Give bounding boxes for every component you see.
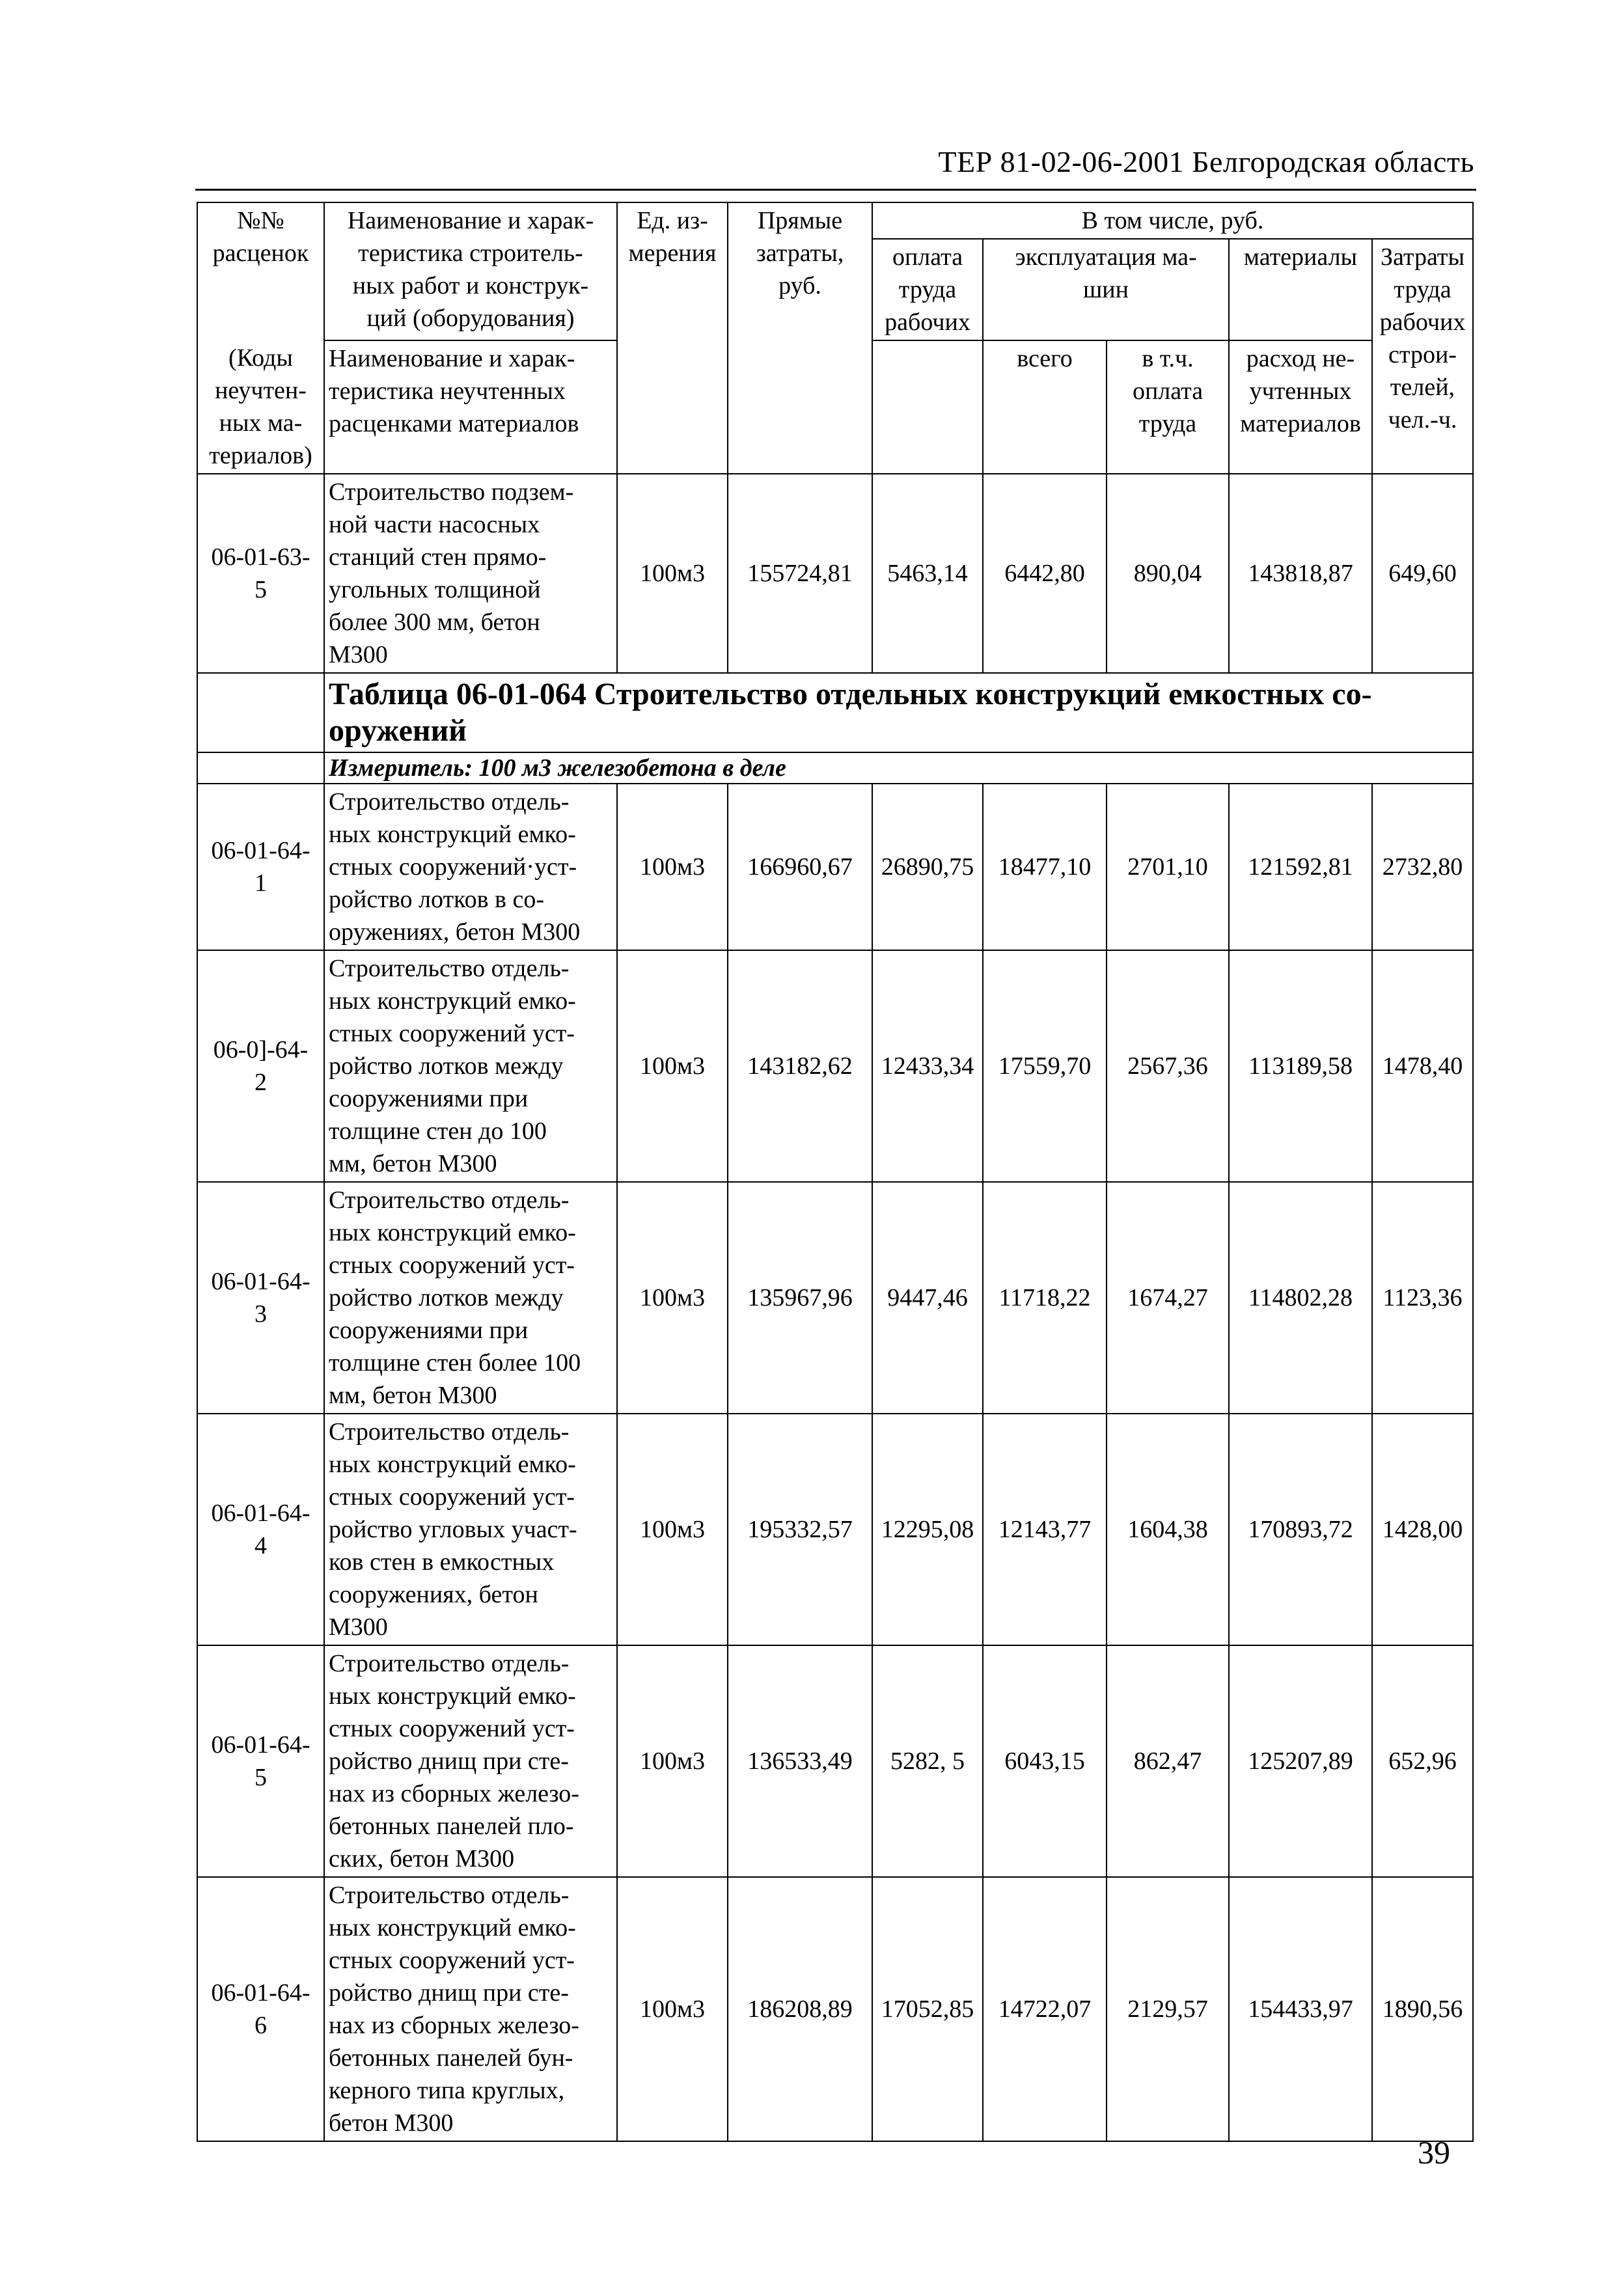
rate-labor-pay: 17052,85 bbox=[872, 1877, 983, 2141]
rate-labor-pay: 5282, 5 bbox=[872, 1645, 983, 1877]
col-header-name-text: Наименование и харак- теристика строитель- ных работ и конструк- ций (оборудования) bbox=[347, 207, 594, 332]
col-header-labor-pay-text: оплата труда рабочих bbox=[885, 243, 970, 336]
rate-labor-pay: 9447,46 bbox=[872, 1182, 983, 1414]
col-header-mat-unacc bbox=[1229, 340, 1372, 474]
rate-materials: 121592,81 bbox=[1229, 784, 1372, 950]
col-header-materials bbox=[1229, 239, 1372, 340]
rates-table bbox=[197, 202, 1474, 2142]
rate-code-text: 06-01-64- 4 bbox=[211, 1500, 310, 1559]
rate-name bbox=[324, 1645, 617, 1877]
col-header-labor bbox=[1372, 239, 1473, 474]
rate-direct: 136533,49 bbox=[728, 1645, 872, 1877]
rate-mach-pay: 890,04 bbox=[1107, 474, 1229, 673]
col-header-machines-text: эксплуатация ма- шин bbox=[1015, 243, 1197, 303]
col-header-labor-pay-cont bbox=[872, 340, 983, 474]
rate-labor: 1478,40 bbox=[1372, 950, 1473, 1182]
rate-labor-pay: 12295,08 bbox=[872, 1414, 983, 1645]
col-header-mach-total bbox=[983, 340, 1107, 474]
rate-labor: 1890,56 bbox=[1372, 1877, 1473, 2141]
rate-code bbox=[197, 474, 324, 673]
rate-code-text: 06-01-63- 5 bbox=[211, 543, 310, 603]
rate-direct: 135967,96 bbox=[728, 1182, 872, 1414]
rate-direct: 186208,89 bbox=[728, 1877, 872, 2141]
rate-direct: 143182,62 bbox=[728, 950, 872, 1182]
document-header: ТЕР 81-02-06-2001 Белгородская область bbox=[938, 145, 1474, 178]
rate-mach-pay: 1674,27 bbox=[1107, 1182, 1229, 1414]
rate-code-text: 06-01-64- 6 bbox=[211, 1979, 310, 2039]
table-row bbox=[197, 950, 1473, 1182]
page-number: 39 bbox=[1418, 2134, 1450, 2171]
rate-name bbox=[324, 474, 617, 673]
col-header-mach-total-text: всего bbox=[1017, 345, 1073, 372]
measure-spacer bbox=[197, 752, 324, 784]
col-header-name2 bbox=[324, 340, 617, 474]
col-header-direct bbox=[728, 202, 872, 474]
rate-materials: 170893,72 bbox=[1229, 1414, 1372, 1645]
rate-unit: 100м3 bbox=[617, 1645, 728, 1877]
rate-mach-total: 18477,10 bbox=[983, 784, 1107, 950]
rate-code-text: 06-01-64- 1 bbox=[211, 837, 310, 897]
rate-code-text: 06-01-64- 5 bbox=[211, 1731, 310, 1791]
rate-direct: 166960,67 bbox=[728, 784, 872, 950]
rate-labor: 1428,00 bbox=[1372, 1414, 1473, 1645]
rate-materials: 143818,87 bbox=[1229, 474, 1372, 673]
rate-name-text: Строительство отдель- ных конструкций емко- стных сооружений уст- ройство днищ при сте- нах из сборных железо- бетонных панелей бун- керного типа круглых, бетон М300 bbox=[329, 1882, 579, 2137]
rate-unit: 100м3 bbox=[617, 1182, 728, 1414]
col-header-mach-pay-text: в т.ч. оплата труда bbox=[1132, 345, 1204, 437]
rate-mach-total: 12143,77 bbox=[983, 1414, 1107, 1645]
rate-labor-pay: 5463,14 bbox=[872, 474, 983, 673]
col-header-mach-pay bbox=[1107, 340, 1229, 474]
rate-unit: 100м3 bbox=[617, 474, 728, 673]
col-header-direct-text: Прямые затраты, руб. bbox=[756, 207, 844, 299]
rate-name-text: Строительство отдель- ных конструкций емко- стных сооружений уст- ройство лотков между сооружениями при толщине стен более 100 мм, бетон М300 bbox=[329, 1186, 581, 1409]
rate-direct: 195332,57 bbox=[728, 1414, 872, 1645]
table-row bbox=[197, 1414, 1473, 1645]
rate-mach-total: 6043,15 bbox=[983, 1645, 1107, 1877]
rate-labor-pay: 26890,75 bbox=[872, 784, 983, 950]
rate-code bbox=[197, 1877, 324, 2141]
col-header-name2-text: Наименование и харак- теристика неучтенных расценками материалов bbox=[329, 345, 579, 437]
measure-label: Измеритель: 100 м3 железобетона в деле bbox=[324, 752, 1473, 784]
table-row bbox=[197, 1182, 1473, 1414]
col-header-name bbox=[324, 202, 617, 340]
rate-name bbox=[324, 784, 617, 950]
rate-direct: 155724,81 bbox=[728, 474, 872, 673]
rate-name-text: Строительство отдель- ных конструкций емко- стных сооружений уст- ройство днищ при сте- нах из сборных железо- бетонных панелей пло- ских, бетон М300 bbox=[329, 1650, 579, 1872]
rate-mach-total: 17559,70 bbox=[983, 950, 1107, 1182]
rate-code bbox=[197, 1645, 324, 1877]
col-header-num bbox=[197, 202, 324, 340]
col-header-labor-text: Затраты труда рабочих строи- телей, чел.-ч. bbox=[1379, 243, 1466, 433]
rate-name bbox=[324, 950, 617, 1182]
rate-mach-total: 14722,07 bbox=[983, 1877, 1107, 2141]
col-header-num-text: №№ расценок bbox=[212, 207, 309, 267]
rate-name bbox=[324, 1182, 617, 1414]
rate-name-text: Строительство отдель- ных конструкций емко- стных сооружений·уст- ройство лотков в со- оружениях, бетон М300 bbox=[329, 788, 581, 946]
rate-mach-pay: 862,47 bbox=[1107, 1645, 1229, 1877]
rate-unit: 100м3 bbox=[617, 1414, 728, 1645]
rate-materials: 154433,97 bbox=[1229, 1877, 1372, 2141]
rate-mach-pay: 1604,38 bbox=[1107, 1414, 1229, 1645]
header-rule bbox=[195, 189, 1476, 191]
rate-mach-pay: 2567,36 bbox=[1107, 950, 1229, 1182]
measure-row bbox=[197, 752, 1473, 784]
header-row-1 bbox=[197, 202, 1473, 239]
table-title-spacer bbox=[197, 673, 324, 752]
table-title bbox=[324, 673, 1473, 752]
col-header-materials-text: материалы bbox=[1243, 243, 1358, 271]
rate-mach-total: 6442,80 bbox=[983, 474, 1107, 673]
rate-mach-total: 11718,22 bbox=[983, 1182, 1107, 1414]
rate-name bbox=[324, 1414, 617, 1645]
rate-labor-pay: 12433,34 bbox=[872, 950, 983, 1182]
table-title-row bbox=[197, 673, 1473, 752]
rate-mach-pay: 2701,10 bbox=[1107, 784, 1229, 950]
rate-materials: 125207,89 bbox=[1229, 1645, 1372, 1877]
rate-code bbox=[197, 1182, 324, 1414]
col-header-labor-pay bbox=[872, 239, 983, 340]
rate-unit: 100м3 bbox=[617, 784, 728, 950]
rate-code-text: 06-0]-64- 2 bbox=[213, 1036, 309, 1096]
table-row bbox=[197, 1645, 1473, 1877]
rate-name-text: Строительство подзем- ной части насосных станций стен прямо- угольных толщиной более 300 мм, бетон М300 bbox=[329, 478, 574, 668]
rate-name-text: Строительство отдель- ных конструкций емко- стных сооружений уст- ройство угловых участ- ков стен в емкостных сооружениях, бетон М300 bbox=[329, 1418, 577, 1641]
table-row bbox=[197, 784, 1473, 950]
col-header-machines bbox=[983, 239, 1229, 340]
rate-unit: 100м3 bbox=[617, 950, 728, 1182]
rate-mach-pay: 2129,57 bbox=[1107, 1877, 1229, 2141]
rate-labor: 649,60 bbox=[1372, 474, 1473, 673]
rate-labor: 652,96 bbox=[1372, 1645, 1473, 1877]
rate-labor: 1123,36 bbox=[1372, 1182, 1473, 1414]
rate-unit: 100м3 bbox=[617, 1877, 728, 2141]
table-row bbox=[197, 474, 1473, 673]
col-header-unit-text: Ед. из- мерения bbox=[628, 207, 717, 267]
col-header-incl bbox=[872, 202, 1473, 239]
col-header-mat-unacc-text: расход не- учтенных материалов bbox=[1240, 345, 1361, 437]
col-header-unit bbox=[617, 202, 728, 474]
rate-labor: 2732,80 bbox=[1372, 784, 1473, 950]
table-row bbox=[197, 1877, 1473, 2141]
rate-materials: 113189,58 bbox=[1229, 950, 1372, 1182]
rate-name bbox=[324, 1877, 617, 2141]
rate-materials: 114802,28 bbox=[1229, 1182, 1372, 1414]
rate-code-text: 06-01-64- 3 bbox=[211, 1268, 310, 1328]
col-header-codes bbox=[197, 340, 324, 474]
rate-name-text: Строительство отдель- ных конструкций емко- стных сооружений уст- ройство лотков между сооружениями при толщине стен до 100 мм, бетон М300 bbox=[329, 955, 576, 1177]
rate-code bbox=[197, 1414, 324, 1645]
rate-code bbox=[197, 950, 324, 1182]
table-title-text: Таблица 06-01-064 Строительство отдельных конструкций емкостных со- оружений bbox=[329, 677, 1372, 748]
col-header-codes-text: (Коды неучтен- ных ма- териалов) bbox=[209, 344, 312, 469]
rate-code bbox=[197, 784, 324, 950]
col-header-incl-text: В том числе, руб. bbox=[1081, 207, 1264, 234]
